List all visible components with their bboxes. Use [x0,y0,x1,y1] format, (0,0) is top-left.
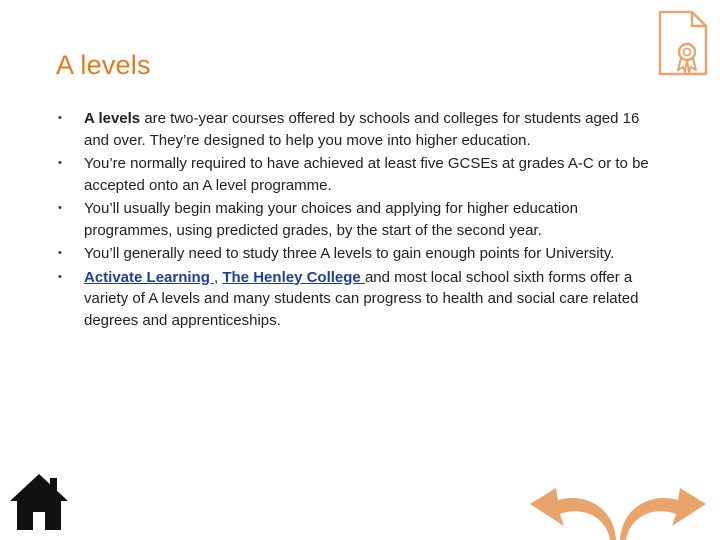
bullet-item [58,243,658,265]
bullet-marker: • [58,112,62,124]
bullet-item [58,153,658,196]
bullet-text: You’ll generally need to study three A levels to gain enough points for University. [84,245,615,262]
bullet-marker: • [58,247,62,259]
bullet-item [58,108,658,151]
henley-college-link[interactable]: The Henley College [222,268,365,286]
bullet-item [58,198,658,241]
bullet-list [58,108,658,333]
bullet-text: and most local school sixth forms offer a variety of A levels and many students can progress to health and social care related degrees and apprenticeships. [84,268,639,329]
bullet-item [58,267,658,332]
bullet-text: are two-year courses offered by schools and colleges for students aged 16 and over. They’re designed to help you move into higher education. [84,110,640,149]
bullet-marker: • [58,270,62,283]
back-arrow-icon[interactable] [526,486,618,540]
forward-arrow-icon[interactable] [618,486,710,540]
home-icon[interactable] [8,470,70,532]
link-separator: , [214,268,223,286]
bullet-marker: • [58,202,62,214]
bold-term: A levels [84,110,141,127]
bullet-marker: • [58,157,62,169]
page-title: A levels [56,50,151,80]
bullet-text: You’ll usually begin making your choices and applying for higher education programmes, using predicted grades, by the start of the second year. [84,200,578,239]
activate-learning-link[interactable]: Activate Learning [84,268,215,286]
bullet-text: You’re normally required to have achieved at least five GCSEs at grades A-C or to be accepted onto an A level programme. [84,155,649,194]
certificate-document-icon [656,10,708,76]
